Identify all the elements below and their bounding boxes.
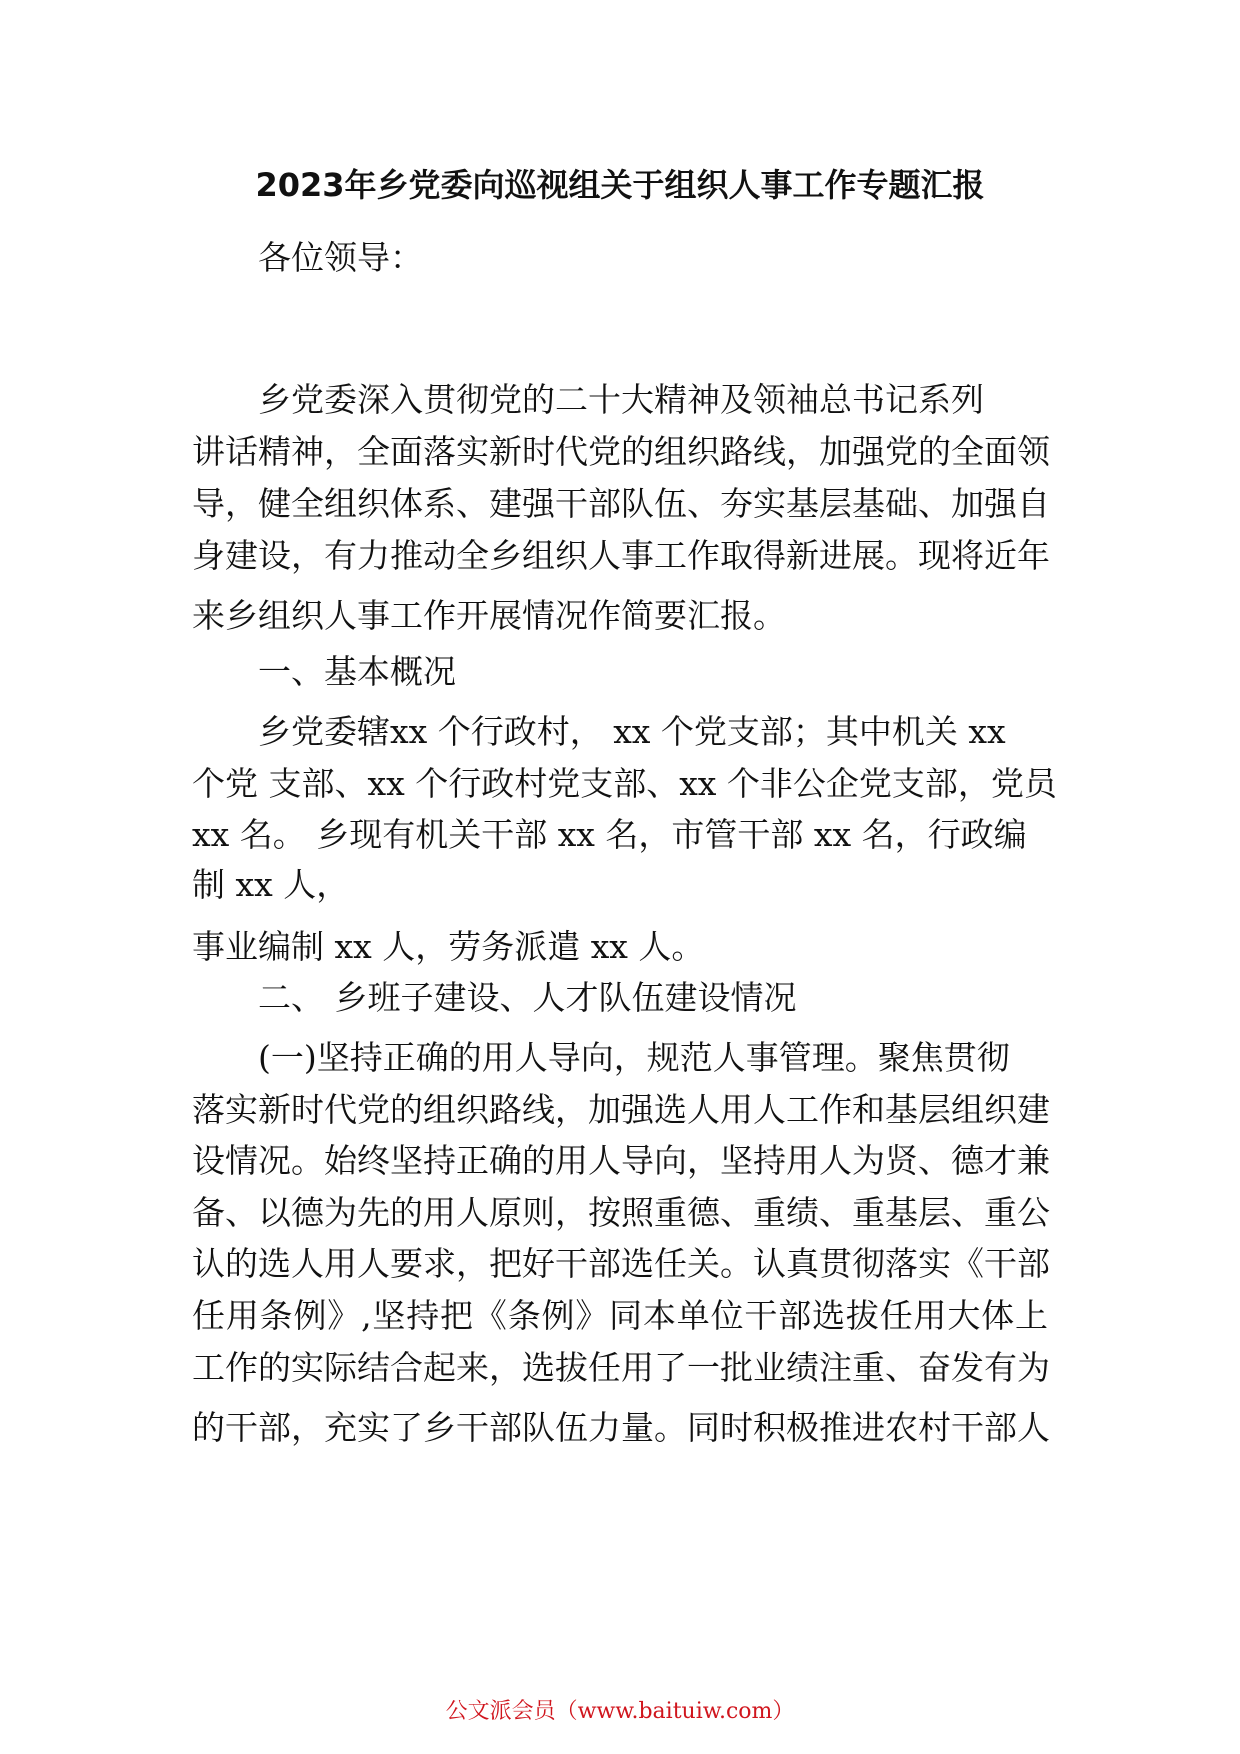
paragraph-line: 设情况。始终坚持正确的用人导向，坚持用人为贤、德才兼: [192, 1141, 1050, 1180]
document-title: 2023年乡党委向巡视组关于组织人事工作专题汇报: [255, 166, 985, 204]
paragraph-line: (一)坚持正确的用人导向，规范人事管理。聚焦贯彻: [258, 1038, 1010, 1077]
salutation: 各位领导：: [258, 238, 423, 277]
paragraph-line: 任用条例》,坚持把《条例》同本单位干部选拔任用大体上: [192, 1296, 1048, 1335]
paragraph-line: 乡党委辖xx 个行政村， xx 个党支部；其中机关 xx: [258, 712, 1006, 751]
paragraph-line: 来乡组织人事工作开展情况作简要汇报。: [192, 596, 786, 635]
paragraph-line: 导，健全组织体系、建强干部队伍、夯实基层基础、加强自: [192, 484, 1050, 523]
paragraph-line: 认的选人用人要求，把好干部选任关。认真贯彻落实《干部: [192, 1244, 1050, 1283]
paragraph-line: 制 xx 人，: [192, 865, 350, 904]
paragraph-line: 的干部，充实了乡干部队伍力量。同时积极推进农村干部人: [192, 1408, 1050, 1447]
paragraph-line: 事业编制 xx 人，劳务派遣 xx 人。: [192, 927, 705, 966]
paragraph-line: 个党 支部、xx 个行政村党支部、xx 个非公企党支部，党员: [192, 764, 1057, 803]
paragraph-line: 身建设，有力推动全乡组织人事工作取得新进展。现将近年: [192, 536, 1050, 575]
paragraph-line: 工作的实际结合起来，选拔任用了一批业绩注重、奋发有为: [192, 1348, 1050, 1387]
section-heading: 二、 乡班子建设、人才队伍建设情况: [258, 978, 797, 1017]
footer-watermark-text: 公文派会员（www.baituiw.com）: [445, 1699, 795, 1724]
paragraph-line: 乡党委深入贯彻党的二十大精神及领袖总书记系列: [258, 380, 984, 419]
paragraph-line: xx 名。 乡现有机关干部 xx 名，市管干部 xx 名，行政编: [192, 815, 1027, 854]
paragraph-line: 备、以德为先的用人原则，按照重德、重绩、重基层、重公: [192, 1193, 1050, 1232]
paragraph-line: 讲话精神，全面落实新时代党的组织路线，加强党的全面领: [192, 432, 1050, 471]
section-heading: 一、基本概况: [258, 652, 456, 691]
paragraph-line: 落实新时代党的组织路线，加强选人用人工作和基层组织建: [192, 1090, 1050, 1129]
